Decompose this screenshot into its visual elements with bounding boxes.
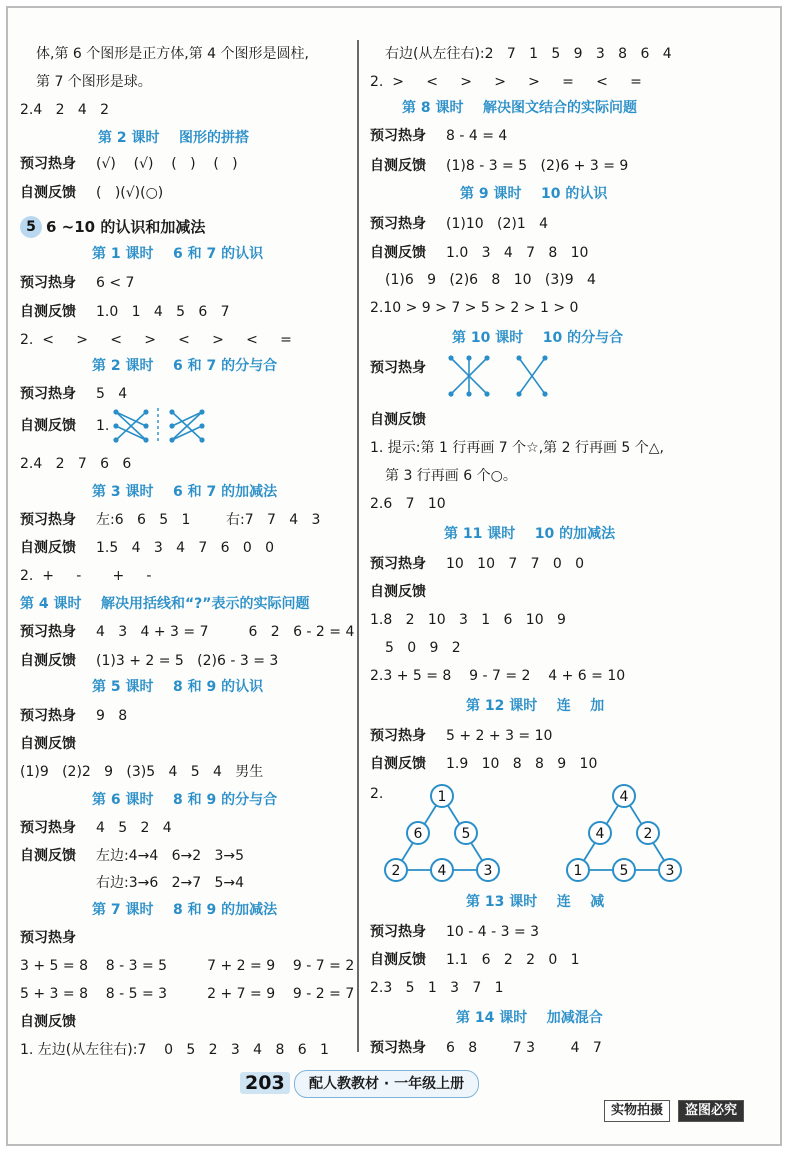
answer-line: 2.10 > 9 > 7 > 5 > 2 > 1 > 0: [370, 300, 579, 316]
answer-line: 9 8: [96, 708, 128, 724]
answer-line: (1)10 (2)1 4: [446, 216, 548, 232]
self-test-label: 自测反馈: [20, 418, 76, 434]
answer-line: (1)9 (2)2 9 (3)5 4 5 4 男生: [20, 764, 264, 780]
answer-line: 2.3 5 1 3 7 1: [370, 980, 504, 996]
number-triangle-1: [382, 780, 502, 890]
node-label: 1: [573, 863, 583, 879]
answer-line: 2.3 + 5 = 8 9 - 7 = 2 4 + 6 = 10: [370, 668, 626, 684]
answer-line: 2. < > < > < > < =: [20, 332, 292, 348]
self-test-label: 自测反馈: [370, 584, 426, 600]
self-test-label: 自测反馈: [20, 304, 76, 320]
preview-label: 预习热身: [370, 216, 426, 232]
answer-line: 1. 提示:第 1 行再画 7 个☆,第 2 行再画 5 个△,: [370, 440, 664, 456]
preview-label: 预习热身: [370, 1040, 426, 1056]
lesson-heading: 第 2 课时 6 和 7 的分与合: [92, 358, 278, 374]
self-test-label: 自测反馈: [20, 848, 76, 864]
answer-line: (1)6 9 (2)6 8 10 (3)9 4: [385, 272, 596, 288]
triangle-node: [477, 859, 499, 881]
answer-line: 2.6 7 10: [370, 496, 446, 512]
self-test-label: 自测反馈: [370, 245, 426, 261]
lesson-heading: 第 8 课时 解决图文结合的实际问题: [402, 100, 637, 116]
ten-split-diagram: [445, 352, 555, 400]
answer-line: 5 + 3 = 8 8 - 5 = 3 2 + 7 = 9 9 - 2 = 7: [20, 986, 355, 1002]
preview-label: 预习热身: [20, 386, 76, 402]
matching-diagram: [110, 406, 210, 446]
triangle-node: [407, 822, 429, 844]
lesson-heading: 第 10 课时 10 的分与合: [452, 330, 624, 346]
answer-line: 5 4: [96, 386, 128, 402]
lesson-heading: 第 11 课时 10 的加减法: [444, 526, 616, 542]
answer-line: 2.4 2 4 2: [20, 102, 110, 118]
answer-line: 10 - 4 - 3 = 3: [446, 924, 540, 940]
triangle-node: [613, 785, 635, 807]
self-test-label: 自测反馈: [20, 185, 76, 201]
triangle-node: [455, 822, 477, 844]
split-left: [448, 355, 489, 396]
answer-line: 左:6 6 5 1 右:7 7 4 3: [96, 512, 321, 528]
answer-line: 左边:4→4 6→2 3→5: [96, 848, 245, 864]
lesson-heading: 第 14 课时 加减混合: [456, 1010, 603, 1026]
triangle-node: [431, 785, 453, 807]
answer-line: (1)3 + 2 = 5 (2)6 - 3 = 3: [96, 653, 279, 669]
preview-label: 预习热身: [370, 924, 426, 940]
chapter-badge: 5: [20, 216, 42, 238]
photo-stamp: 实物拍摄: [604, 1100, 670, 1122]
answer-line: 2.4 2 7 6 6: [20, 456, 132, 472]
answer-line: 10 10 7 7 0 0: [446, 556, 585, 572]
lesson-heading: 第 7 课时 8 和 9 的加减法: [92, 902, 278, 918]
page-number: 203: [240, 1072, 290, 1094]
answer-line: 第 3 行再画 6 个○。: [385, 468, 517, 484]
node-label: 4: [437, 863, 447, 879]
book-title: 配人教教材 · 一年级上册: [294, 1070, 479, 1098]
preview-label: 预习热身: [20, 820, 76, 836]
chapter-title: 6 ~10 的认识和加减法: [46, 218, 206, 236]
preview-label: 预习热身: [20, 708, 76, 724]
answer-line: 1.8 2 10 3 1 6 10 9: [370, 612, 566, 628]
answer-line: 2.: [370, 786, 384, 802]
answer-line: (√) (√) ( ) ( ): [96, 156, 238, 172]
answer-line: 右边:3→6 2→7 5→4: [96, 875, 245, 891]
triangle-node: [613, 859, 635, 881]
lesson-heading: 第 9 课时 10 的认识: [460, 186, 608, 202]
self-test-label: 自测反馈: [370, 756, 426, 772]
answer-line: 4 5 2 4: [96, 820, 172, 836]
copyright-stamp: 盗图必究: [678, 1100, 744, 1122]
self-test-label: 自测反馈: [20, 653, 76, 669]
triangle-node: [637, 822, 659, 844]
match-lines-right: [169, 409, 204, 442]
preview-label: 预习热身: [20, 624, 76, 640]
split-right: [516, 355, 547, 396]
self-test-label: 自测反馈: [20, 736, 76, 752]
node-label: 6: [413, 826, 423, 842]
answer-line: 1.9 10 8 8 9 10: [446, 756, 598, 772]
triangle-node: [589, 822, 611, 844]
answer-line: 3 + 5 = 8 8 - 3 = 5 7 + 2 = 9 9 - 7 = 2: [20, 958, 355, 974]
preview-label: 预习热身: [20, 156, 76, 172]
node-label: 1: [437, 789, 447, 805]
match-lines-left: [113, 409, 148, 442]
answer-line: 2. + - + -: [20, 568, 152, 584]
self-test-label: 自测反馈: [370, 158, 426, 174]
answer-line: 体,第 6 个图形是正方体,第 4 个图形是圆柱,: [36, 46, 309, 62]
node-label: 4: [595, 826, 605, 842]
node-label: 2: [643, 826, 653, 842]
lesson-heading: 第 12 课时 连 加: [466, 698, 605, 714]
answer-line: 8 - 4 = 4: [446, 128, 508, 144]
lesson-heading: 第 13 课时 连 减: [466, 894, 605, 910]
node-label: 2: [391, 863, 401, 879]
preview-label: 预习热身: [370, 360, 426, 376]
column-divider: [357, 40, 359, 1052]
lesson-heading: 第 4 课时 解决用括线和“?”表示的实际问题: [20, 596, 310, 612]
lesson-heading: 第 2 课时 图形的拼搭: [98, 130, 249, 146]
lesson-heading: 第 6 课时 8 和 9 的分与合: [92, 792, 278, 808]
answer-line: 1.0 3 4 7 8 10: [446, 245, 589, 261]
answer-line: 1.5 4 3 4 7 6 0 0: [96, 540, 275, 556]
node-label: 4: [619, 789, 629, 805]
answer-line: 6 8 7 3 4 7: [446, 1040, 602, 1056]
preview-label: 预习热身: [20, 275, 76, 291]
triangle-node: [431, 859, 453, 881]
answer-line: 5 0 9 2: [385, 640, 461, 656]
preview-label: 预习热身: [370, 128, 426, 144]
preview-label: 预习热身: [20, 512, 76, 528]
preview-label: 预习热身: [370, 556, 426, 572]
triangle-node: [659, 859, 681, 881]
preview-label: 预习热身: [20, 930, 76, 946]
node-label: 3: [665, 863, 675, 879]
answer-line: 1.0 1 4 5 6 7: [96, 304, 230, 320]
number-triangle-2: [564, 780, 684, 890]
answer-line: (1)8 - 3 = 5 (2)6 + 3 = 9: [446, 158, 629, 174]
preview-label: 预习热身: [370, 728, 426, 744]
answer-line: 6 < 7: [96, 275, 135, 291]
answer-line: 4 3 4 + 3 = 7 6 2 6 - 2 = 4: [96, 624, 355, 640]
self-test-label: 自测反馈: [370, 952, 426, 968]
self-test-label: 自测反馈: [20, 540, 76, 556]
answer-line: ( )(√)(○): [96, 185, 164, 201]
answer-line: 右边(从左往右):2 7 1 5 9 3 8 6 4: [385, 46, 672, 62]
answer-line: 5 + 2 + 3 = 10: [446, 728, 553, 744]
answer-line: 2. > < > > > = < =: [370, 74, 642, 90]
triangle-node: [385, 859, 407, 881]
node-label: 5: [619, 863, 629, 879]
triangle-node: [567, 859, 589, 881]
lesson-heading: 第 3 课时 6 和 7 的加减法: [92, 484, 278, 500]
answer-line: 第 7 个图形是球。: [36, 74, 152, 90]
lesson-heading: 第 1 课时 6 和 7 的认识: [92, 246, 264, 262]
answer-line: 1.1 6 2 2 0 1: [446, 952, 580, 968]
node-label: 5: [461, 826, 471, 842]
answer-line: 1. 左边(从左往右):7 0 5 2 3 4 8 6 1: [20, 1042, 329, 1058]
answer-line: 1.: [96, 418, 110, 434]
node-label: 3: [483, 863, 493, 879]
lesson-heading: 第 5 课时 8 和 9 的认识: [92, 679, 264, 695]
self-test-label: 自测反馈: [20, 1014, 76, 1030]
self-test-label: 自测反馈: [370, 412, 426, 428]
